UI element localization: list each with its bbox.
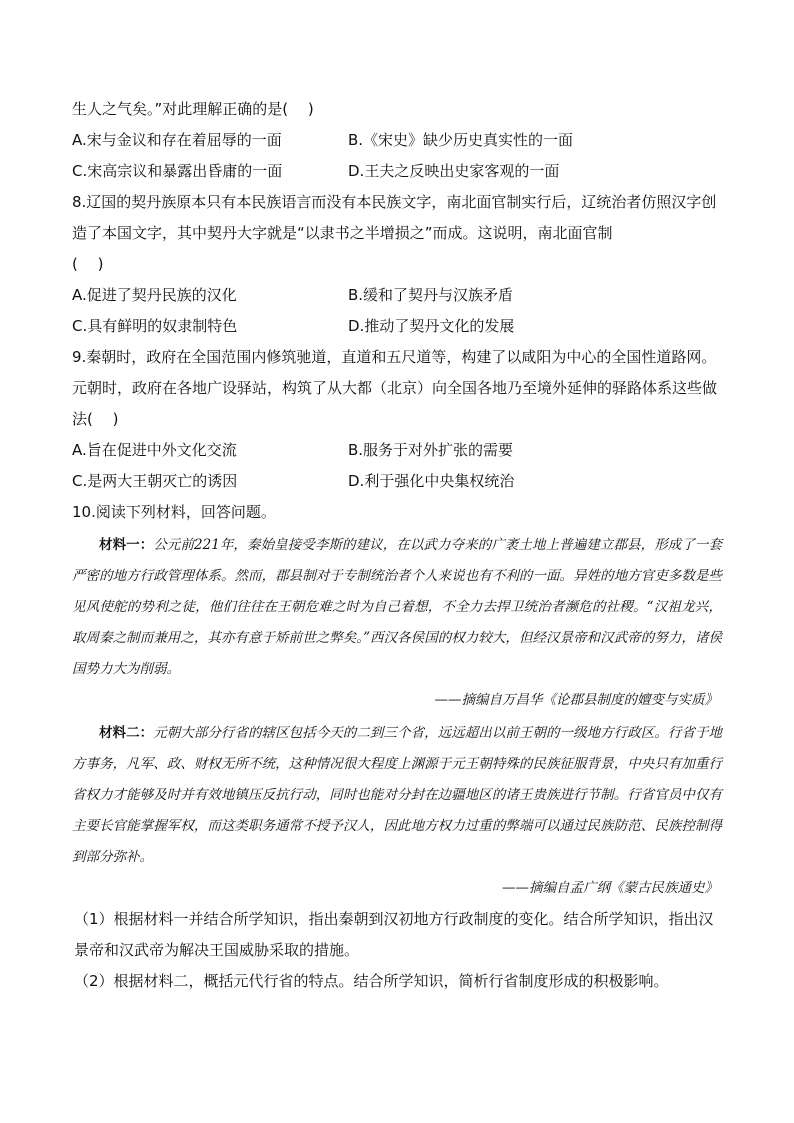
q8-option-d[interactable]: D.推动了契丹文化的发展	[348, 317, 515, 335]
material-two-source: ——摘编自孟广纲《蒙古民族通史》	[502, 880, 718, 896]
material-one-source: ——摘编自万昌华《论郡县制度的嬗变与实质》	[434, 692, 718, 708]
material-one-title: 材料一：	[99, 537, 154, 553]
q10-intro: 10.阅读下列材料，回答问题。	[72, 503, 276, 521]
q7-option-b[interactable]: B.《宋史》缺少历史真实性的一面	[348, 131, 574, 149]
q7-stem-tail: 生人之气矣。”对此理解正确的是( )	[72, 100, 314, 118]
q9-option-d[interactable]: D.利于强化中央集权统治	[348, 472, 515, 490]
q9-options-row-2	[72, 466, 722, 497]
q8-option-c[interactable]: C.具有鲜明的奴隶制特色	[72, 317, 238, 335]
q8-option-a[interactable]: A.促进了契丹民族的汉化	[72, 286, 237, 304]
material-two-text: 元朝大部分行省的辖区包括今天的二到三个省，远远超出以前王朝的一级地方行政区。行省于地方事务，凡军、政、财权无所不统，这种情况很大程度上渊源于元王朝特殊的民族征服背景，中央只有加重行省权力才能够及时并有效地镇压反抗行动，同时也能对分封在边疆地区的诸王贵族进行节制。行省官员中仅有主要长官能掌握军权，而这类职务通常不授予汉人，因此地方权力过重的弊端可以通过民族防范、民族控制得到部分弥补。	[72, 725, 723, 865]
q7-option-a[interactable]: A.宋与金议和存在着屈辱的一面	[72, 131, 282, 149]
q8-option-b[interactable]: B.缓和了契丹与汉族矛盾	[348, 286, 514, 304]
q8-blank: ( )	[72, 255, 104, 273]
material-two	[72, 718, 722, 873]
q7-option-d[interactable]: D.王夫之反映出史家客观的一面	[348, 162, 560, 180]
q8-stem: 8.辽国的契丹族原本只有本民族语言而没有本民族文字，南北面官制实行后，辽统治者仿照汉字创造了本国文字，其中契丹大字就是“以隶书之半增损之”而成。这说明，南北面官制	[72, 193, 717, 242]
material-two-title: 材料二：	[99, 725, 154, 741]
exam-page	[72, 94, 722, 997]
material-one-text: 公元前221年，秦始皇接受李斯的建议，在以武力夺来的广袤土地上普遍建立郡县，形成了一套严密的地方行政管理体系。然而，郡县制对于专制统治者个人来说也有不利的一面。异姓的地方官吏多数是些见风使舵的势利之徒，他们往往在王朝危难之时为自己着想，不全力去捍卫统治者濒危的社稷。“汉祖龙兴，取周秦之制而兼用之，其亦有意于矫前世之弊矣。”西汉各侯国的权力较大，但经汉景帝和汉武帝的努力，诸侯国势力大为削弱。	[72, 537, 722, 677]
q7-options-row-1	[72, 125, 722, 156]
q7-options-row-2	[72, 156, 722, 187]
sub-question-1: （1）根据材料一并结合所学知识，指出秦朝到汉初地方行政制度的变化。结合所学知识，指出汉景帝和汉武帝为解决王国威胁采取的措施。	[74, 910, 714, 959]
q9-option-a[interactable]: A.旨在促进中外文化交流	[72, 441, 237, 459]
q8-options-row-2	[72, 311, 722, 342]
q7-option-c[interactable]: C.宋高宗议和暴露出昏庸的一面	[72, 162, 283, 180]
q8-options-row-1	[72, 280, 722, 311]
q9-stem: 9.秦朝时，政府在全国范围内修筑驰道，直道和五尺道等，构建了以咸阳为中心的全国性道路网。元朝时，政府在各地广设驿站，构筑了从大都（北京）向全国各地乃至境外延伸的驿路体系这些做法( )	[72, 348, 718, 428]
q9-options-row-1	[72, 435, 722, 466]
q9-option-c[interactable]: C.是两大王朝灭亡的诱因	[72, 472, 238, 490]
q9-option-b[interactable]: B.服务于对外扩张的需要	[348, 441, 514, 459]
material-one	[72, 530, 722, 685]
sub-question-2: （2）根据材料二，概括元代行省的特点。结合所学知识，简析行省制度形成的积极影响。	[74, 972, 669, 990]
